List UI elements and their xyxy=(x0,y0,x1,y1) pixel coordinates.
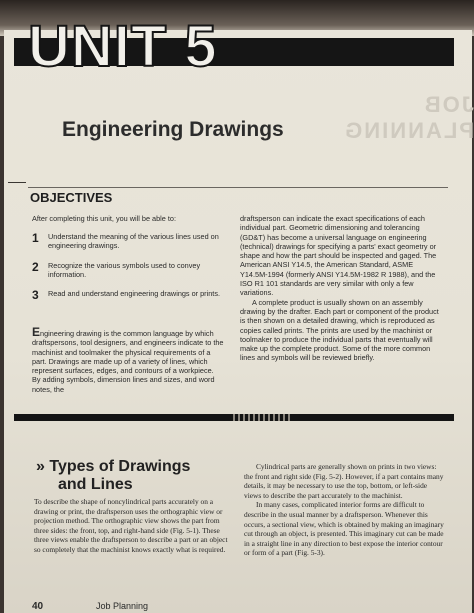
section-paragraph-right-2: In many cases, complicated interior forms are difficult to describe in the usual manner by a draftsperson. Whenever this occurs, a sectional view, which is obtained by making an imaginary cut through an object, is presented. This imaginary cut can be made in a straight line in any direction to best expose the interior contour or form of a part (Fig. 5-3). xyxy=(244,500,444,558)
section-body-right xyxy=(244,462,444,558)
intro-paragraph-right-2: A complete product is usually shown on an assembly drawing by the drafter. Each part or component of the product is then shown on a detailed drawing, which is reproduced as copies called prints. The prints are used by the machinist or toolmaker to produce the individual parts that eventually will make up the complete product. Some of the more common lines and symbols will be reviewed briefly. xyxy=(240,297,439,363)
objectives-intro: After completing this unit, you will be able to: xyxy=(32,214,176,223)
objectives-heading: OBJECTIVES xyxy=(30,190,113,205)
objective-number: 2 xyxy=(32,259,39,274)
running-head: Job Planning xyxy=(96,601,149,611)
objectives-list xyxy=(32,232,222,311)
section-title-line-2: and Lines xyxy=(58,476,133,493)
drop-cap: E xyxy=(32,325,41,339)
section-divider-pattern xyxy=(230,414,290,421)
objective-item xyxy=(32,261,222,280)
intro-paragraph-left: ngineering drawing is the common language by which draftspersons, tool designers, and engineers indicate to the machinist and toolmaker the physical requirements of a part. Drawings are made up of a variety of lines, which represent surfaces, edges, and contours of a workpiece. By adding symbols, dimension lines and sizes, and word notes, the xyxy=(32,329,224,394)
objective-text: Read and understand engineering drawings or prints. xyxy=(48,289,220,299)
objective-number: 1 xyxy=(32,231,39,245)
intro-body-left xyxy=(32,325,224,394)
intro-body-right xyxy=(240,214,440,363)
objective-text: Recognize the various symbols used to convey information. xyxy=(48,260,201,279)
double-arrow-icon: » xyxy=(36,458,45,475)
objective-item xyxy=(32,289,222,301)
margin-mark xyxy=(8,182,26,183)
section-heading xyxy=(36,458,190,494)
objectives-rule xyxy=(28,187,448,188)
intro-paragraph-right-1: draftsperson can indicate the exact specifications of each individual part. Geometric dimensioning and tolerancing (GD&T) has become a universal language on engineering (technical) drawings for specifying a parts' exact geometry or shape and how the part should be inspected and gaged. The American ANSI Y14.5, the American Standard, ASME Y14.5M-1994 (formerly ANSI Y14.5M-1982 R 1988), and the ISO R1 101 standards are very similar with only a few variations. xyxy=(240,214,437,298)
objective-item xyxy=(32,232,222,251)
unit-number-title: UNIT 5 xyxy=(28,14,218,79)
objective-number: 3 xyxy=(32,288,39,303)
page-number: 40 xyxy=(32,601,44,612)
section-paragraph-right-1: Cylindrical parts are generally shown on prints in two views: the front and right side (Fig. 5-2). However, if a part contains many details, it may be necessary to use the top, bottom, or left-side views to describe the part accurately to the machinist. xyxy=(244,462,444,500)
objective-text: Understand the meaning of the various lines used on engineering drawings. xyxy=(48,232,219,251)
section-body-left: To describe the shape of noncylindrical parts accurately on a drawing or print, the draftsperson uses the orthographic view or projection method. The orthographic view shows the part from three sides: the front, top, and right-hand side (Fig. 5-1). These three views enable the draftsperson to describe a part or an object so completely that the machinist knows exactly what is required. xyxy=(34,497,228,554)
section-title-line-1: Types of Drawings xyxy=(49,458,191,475)
mirrored-bleed-text: JOB PLANNING xyxy=(343,92,474,143)
chapter-title: Engineering Drawings xyxy=(62,118,284,141)
